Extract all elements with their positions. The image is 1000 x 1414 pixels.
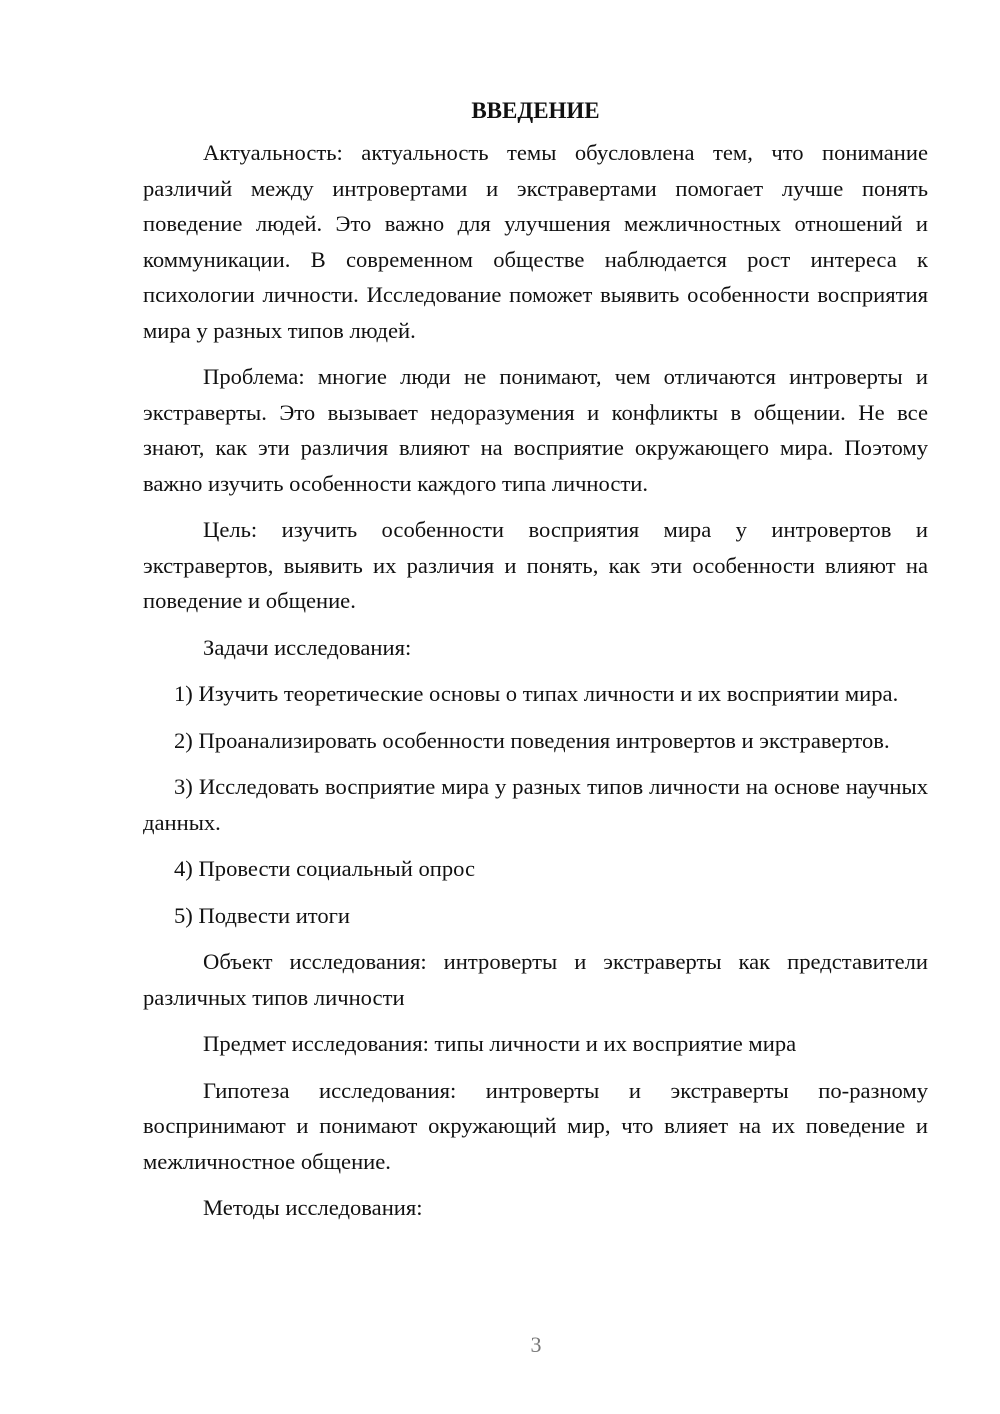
paragraph-tasks-heading: Задачи исследования: <box>203 634 412 660</box>
task-item-3: 3) Исследовать восприятие мира у разных типов личности на основе научных данных. <box>143 774 928 835</box>
task-item-2: 2) Проанализировать особенности поведения интровертов и экстравертов. <box>174 727 890 753</box>
section-title: ВВЕДЕНИЕ <box>471 98 600 123</box>
document-page <box>143 95 928 1237</box>
paragraph-goal: Цель: изучить особенности восприятия мира у интровертов и экстравертов, выявить их различия и понять, как эти особенности влияют на поведение и общение. <box>143 517 928 613</box>
paragraph-methods: Методы исследования: <box>203 1195 423 1220</box>
paragraph-subject: Предмет исследования: типы личности и их восприятие мира <box>203 1031 797 1056</box>
page-number: 3 <box>530 1332 542 1357</box>
task-item-5: 5) Подвести итоги <box>174 902 351 928</box>
paragraph-relevance: Актуальность: актуальность темы обусловлена тем, что понимание различий между интровертами и экстравертами помогает лучше понять поведение людей. Это важно для улучшения межличностных отношений и коммуникации. В современном обществе наблюдается рост интереса к психологии личности. Исследование поможет выявить особенности восприятия мира у разных типов людей. <box>143 140 928 343</box>
paragraph-hypothesis: Гипотеза исследования: интроверты и экстраверты по-разному воспринимают и понимают окружающий мир, что влияет на их поведение и межличностное общение. <box>143 1077 928 1174</box>
task-item-4: 4) Провести социальный опрос <box>174 856 476 881</box>
paragraph-problem: Проблема: многие люди не понимают, чем отличаются интроверты и экстраверты. Это вызывает недоразумения и конфликты в общении. Не все знают, как эти различия влияют на восприятие окружающего мира. Поэтому важно изучить особенности каждого типа личности. <box>143 364 928 496</box>
paragraph-object: Объект исследования: интроверты и экстраверты как представители различных типов личности <box>143 949 928 1010</box>
task-item-1: 1) Изучить теоретические основы о типах личности и их восприятии мира. <box>174 681 899 706</box>
